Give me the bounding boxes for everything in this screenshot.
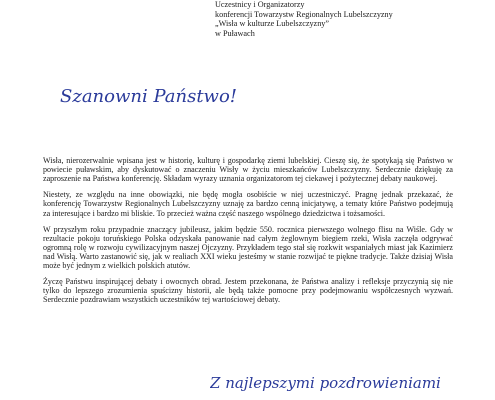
recipient-line: w Puławach: [215, 28, 255, 38]
body-paragraph: Wisła, nierozerwalnie wpisana jest w historię, kulturę i gospodarkę ziemi lubelskiej. Cieszę się, że spotykają się Państwo w powiecie puławskim, aby dyskutować o znaczeniu Wisły w życiu mieszkańców Lubelszczyzny. Serdecznie dziękuję za zaproszenie na Państwa konferencję. Składam wyrazy uznania organizatorom tej ciekawej i pożytecznej debaty naukowej.: [43, 156, 453, 184]
body-paragraph: W przyszłym roku przypadnie znaczący jubileusz, jakim będzie 550. rocznica pierwszego wolnego flisu na Wiśle. Gdy w rezultacie pokoju toruńskiego Polska odzyskała panowanie nad całym żeglownym biegiem rzeki, Wisła zaczęła odgrywać ogromną rolę w rozwoju cywilizacyjnym naszej Ojczyzny. Przykładem tego stał się rozkwit wspaniałych miast jak Kazimierz nad Wisłą. Warto zastanowić się, jak w realiach XXI wieku jesteśmy w stanie rozwijać te piękne tradycje. Także dzisiaj Wisła może być jednym z wielkich polskich atutów.: [43, 224, 453, 271]
letter-body: [43, 156, 453, 305]
closing-text: Z najlepszymi pozdrowieniami: [210, 374, 441, 392]
recipient-line: „Wisła w kulturze Lubelszczyzny”: [215, 19, 330, 29]
body-paragraph: Życzę Państwu inspirującej debaty i owocnych obrad. Jestem przekonana, że Państwa analizy i refleksje przyczynią się nie tylko do lepszego zrozumienia spuścizny historii, ale będą także pomocne przy podejmowaniu współczesnych wyzwań. Serdecznie pozdrawiam wszystkich uczestników tej wartościowej debaty.: [43, 277, 453, 305]
salutation-text: Szanowni Państwo!: [60, 86, 238, 107]
recipient-line: konferencji Towarzystw Regionalnych Lubelszczyzny: [215, 9, 393, 19]
recipient-line: Uczestnicy i Organizatorzy: [215, 0, 305, 9]
body-paragraph: Niestety, ze względu na inne obowiązki, nie będę mogła osobiście w niej uczestniczyć. Pragnę jednak przekazać, że konferencję Towarzystw Regionalnych Lubelszczyzny uznaję za bardzo cenną inicjatywę, a tematy które Państwo podejmują za interesujące i bardzo mi bliskie. To przecież ważna część naszego wspólnego dziedzictwa i tożsamości.: [43, 190, 453, 218]
handwritten-salutation: [60, 82, 420, 108]
recipient-block: [215, 0, 485, 38]
handwritten-closing: [210, 366, 495, 400]
